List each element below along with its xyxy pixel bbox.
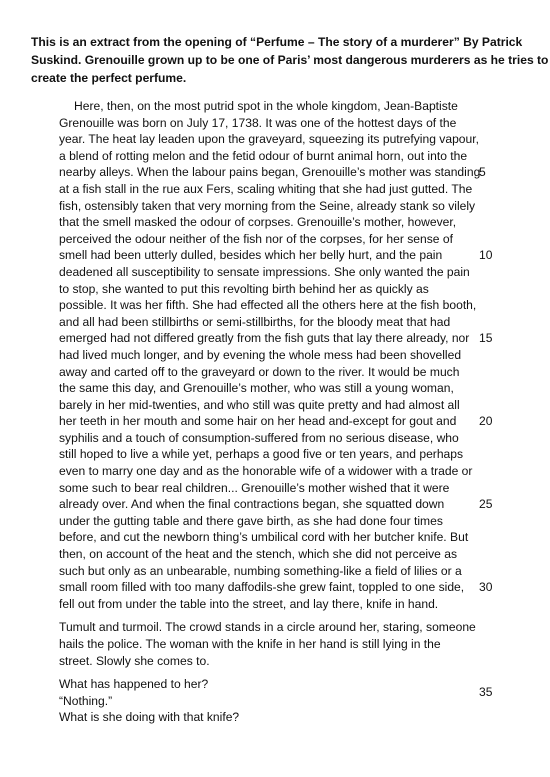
dialogue-line (0, 709, 550, 726)
passage-line (0, 446, 550, 463)
passage-text: fish, ostensibly taken that very morning from the Seine, already stank so vilely (59, 198, 476, 213)
passage-line (0, 131, 550, 148)
passage-text: some such to bear real children... Grenouille’s mother wished that it were (59, 480, 450, 495)
passage-text: nearby alleys. When the labour pains began, Grenouille’s mother was standing (59, 165, 481, 180)
passage-text: year. The heat lay leaden upon the graveyard, squeezing its putrefying vapour, (59, 132, 479, 147)
intro-line: This is an extract from the opening of “Perfume – The story of a murderer” By Patrick (31, 35, 523, 49)
passage-line (0, 281, 550, 298)
passage-line (0, 579, 550, 596)
passage-line (0, 480, 550, 497)
passage-line (0, 364, 550, 381)
passage-text: and all had been stillbirths or semi-stillbirths, for the bloody meat that had (59, 314, 451, 329)
passage-line (0, 496, 550, 513)
line-number: 30 (479, 580, 493, 595)
passage-line (0, 529, 550, 546)
passage-line (0, 214, 550, 231)
passage-line (0, 164, 550, 181)
passage-line (0, 330, 550, 347)
passage-line (0, 596, 550, 613)
passage-text: that the smell masked the odour of corpses. Grenouille’s mother, however, (59, 215, 457, 230)
passage-line (0, 546, 550, 563)
passage-text: such but only as an unbearable, numbing something-like a field of lilies or a (59, 563, 462, 578)
passage-line (0, 513, 550, 530)
passage-text: Grenouille was born on July 17, 1738. It was one of the hottest days of the (59, 115, 457, 130)
intro-line: Suskind. Grenouille grown up to be one of Paris’ most dangerous murderers as he tries to (31, 53, 549, 67)
passage-text: had lived much longer, and by evening the whole mess had been shovelled (59, 347, 462, 362)
passage-line (0, 463, 550, 480)
passage-line (0, 563, 550, 580)
passage-line (0, 430, 550, 447)
passage-line (0, 198, 550, 215)
intro-line: create the perfect perfume. (31, 71, 187, 85)
line-number: 25 (479, 497, 493, 512)
passage-text: smell had been utterly dulled, besides which her belly hurt, and the pain (59, 248, 443, 263)
paragraph2-line (0, 653, 550, 670)
passage (0, 98, 550, 726)
line-number: 35 (479, 685, 493, 700)
passage-text: perceived the odour neither of the fish nor of the corpses, for her sense of (59, 231, 453, 246)
paragraph-gap (0, 669, 550, 676)
passage-line (0, 247, 550, 264)
line-number: 5 (479, 165, 486, 180)
passage-text: the same this day, and Grenouille’s mother, who was still a young woman, (59, 381, 454, 396)
passage-line (0, 314, 550, 331)
dialogue-line (0, 693, 550, 710)
passage-text: even to marry one day and as the honorable wife of a widower with a trade or (59, 464, 473, 479)
passage-text: to stop, she wanted to put this revolting birth behind her as quickly as (59, 281, 429, 296)
passage-text: under the gutting table and there gave birth, as she had done four times (59, 513, 443, 528)
passage-text: Tumult and turmoil. The crowd stands in a circle around her, staring, someone (59, 620, 476, 635)
line-number: 10 (479, 248, 493, 263)
passage-text: hails the police. The woman with the knife in her hand is still lying in the (59, 637, 441, 651)
line-number: 20 (479, 414, 493, 429)
line-number: 15 (479, 331, 493, 346)
passage-line (0, 231, 550, 248)
passage-text: before, and cut the newborn thing’s umbilical cord with her butcher knife. But (59, 530, 469, 545)
passage-text: small room filled with too many daffodils-she grew faint, toppled to one side, (59, 580, 465, 595)
paragraph-gap (0, 612, 550, 619)
intro-heading (31, 33, 549, 87)
dialogue-line (0, 676, 550, 700)
passage-text: fell out from under the table into the street, and lay there, knife in hand. (59, 596, 439, 611)
passage-text: still hoped to live a while yet, perhaps a good five or ten years, and perhaps (59, 447, 464, 462)
paragraph2-line (0, 619, 550, 636)
passage-text: away and carted off to the graveyard or down to the river. It would be much (59, 364, 460, 379)
passage-text: deadened all susceptibility to sensate impressions. She only wanted the pain (59, 264, 470, 279)
passage-text: Here, then, on the most putrid spot in the whole kingdom, Jean-Baptiste (74, 99, 458, 113)
passage-line (0, 347, 550, 364)
passage-line (0, 264, 550, 281)
passage-line (0, 297, 550, 314)
passage-text: barely in her mid-twenties, and who still was quite pretty and had almost all (59, 397, 460, 412)
paragraph2-line (0, 636, 550, 653)
passage-line (0, 397, 550, 414)
passage-text: possible. It was her fifth. She had effected all the others here at the fish booth, (59, 298, 477, 313)
passage-text: then, on account of the heat and the stench, which she did not perceive as (59, 547, 458, 562)
passage-line (0, 413, 550, 430)
passage-line (0, 148, 550, 165)
passage-line (0, 98, 550, 115)
passage-text: syphilis and a touch of consumption-suffered from no serious disease, who (59, 430, 459, 445)
passage-text: at a fish stall in the rue aux Fers, scaling whiting that she had just gutted. The (59, 181, 473, 196)
passage-text: emerged had not differed greatly from the fish guts that lay there already, nor (59, 331, 470, 346)
passage-line (0, 115, 550, 132)
passage-text: “Nothing.” (59, 693, 113, 708)
passage-text: already over. And when the final contractions began, she squatted down (59, 497, 445, 512)
passage-text: her teeth in her mouth and some hair on her head and-except for gout and (59, 414, 457, 429)
passage-text: What is she doing with that knife? (59, 710, 240, 725)
passage-text: street. Slowly she comes to. (59, 653, 210, 668)
passage-text: What has happened to her? (59, 677, 209, 692)
passage-text: a blend of rotting melon and the fetid odour of burnt animal horn, out into the (59, 148, 468, 163)
passage-line (0, 181, 550, 198)
passage-line (0, 380, 550, 397)
